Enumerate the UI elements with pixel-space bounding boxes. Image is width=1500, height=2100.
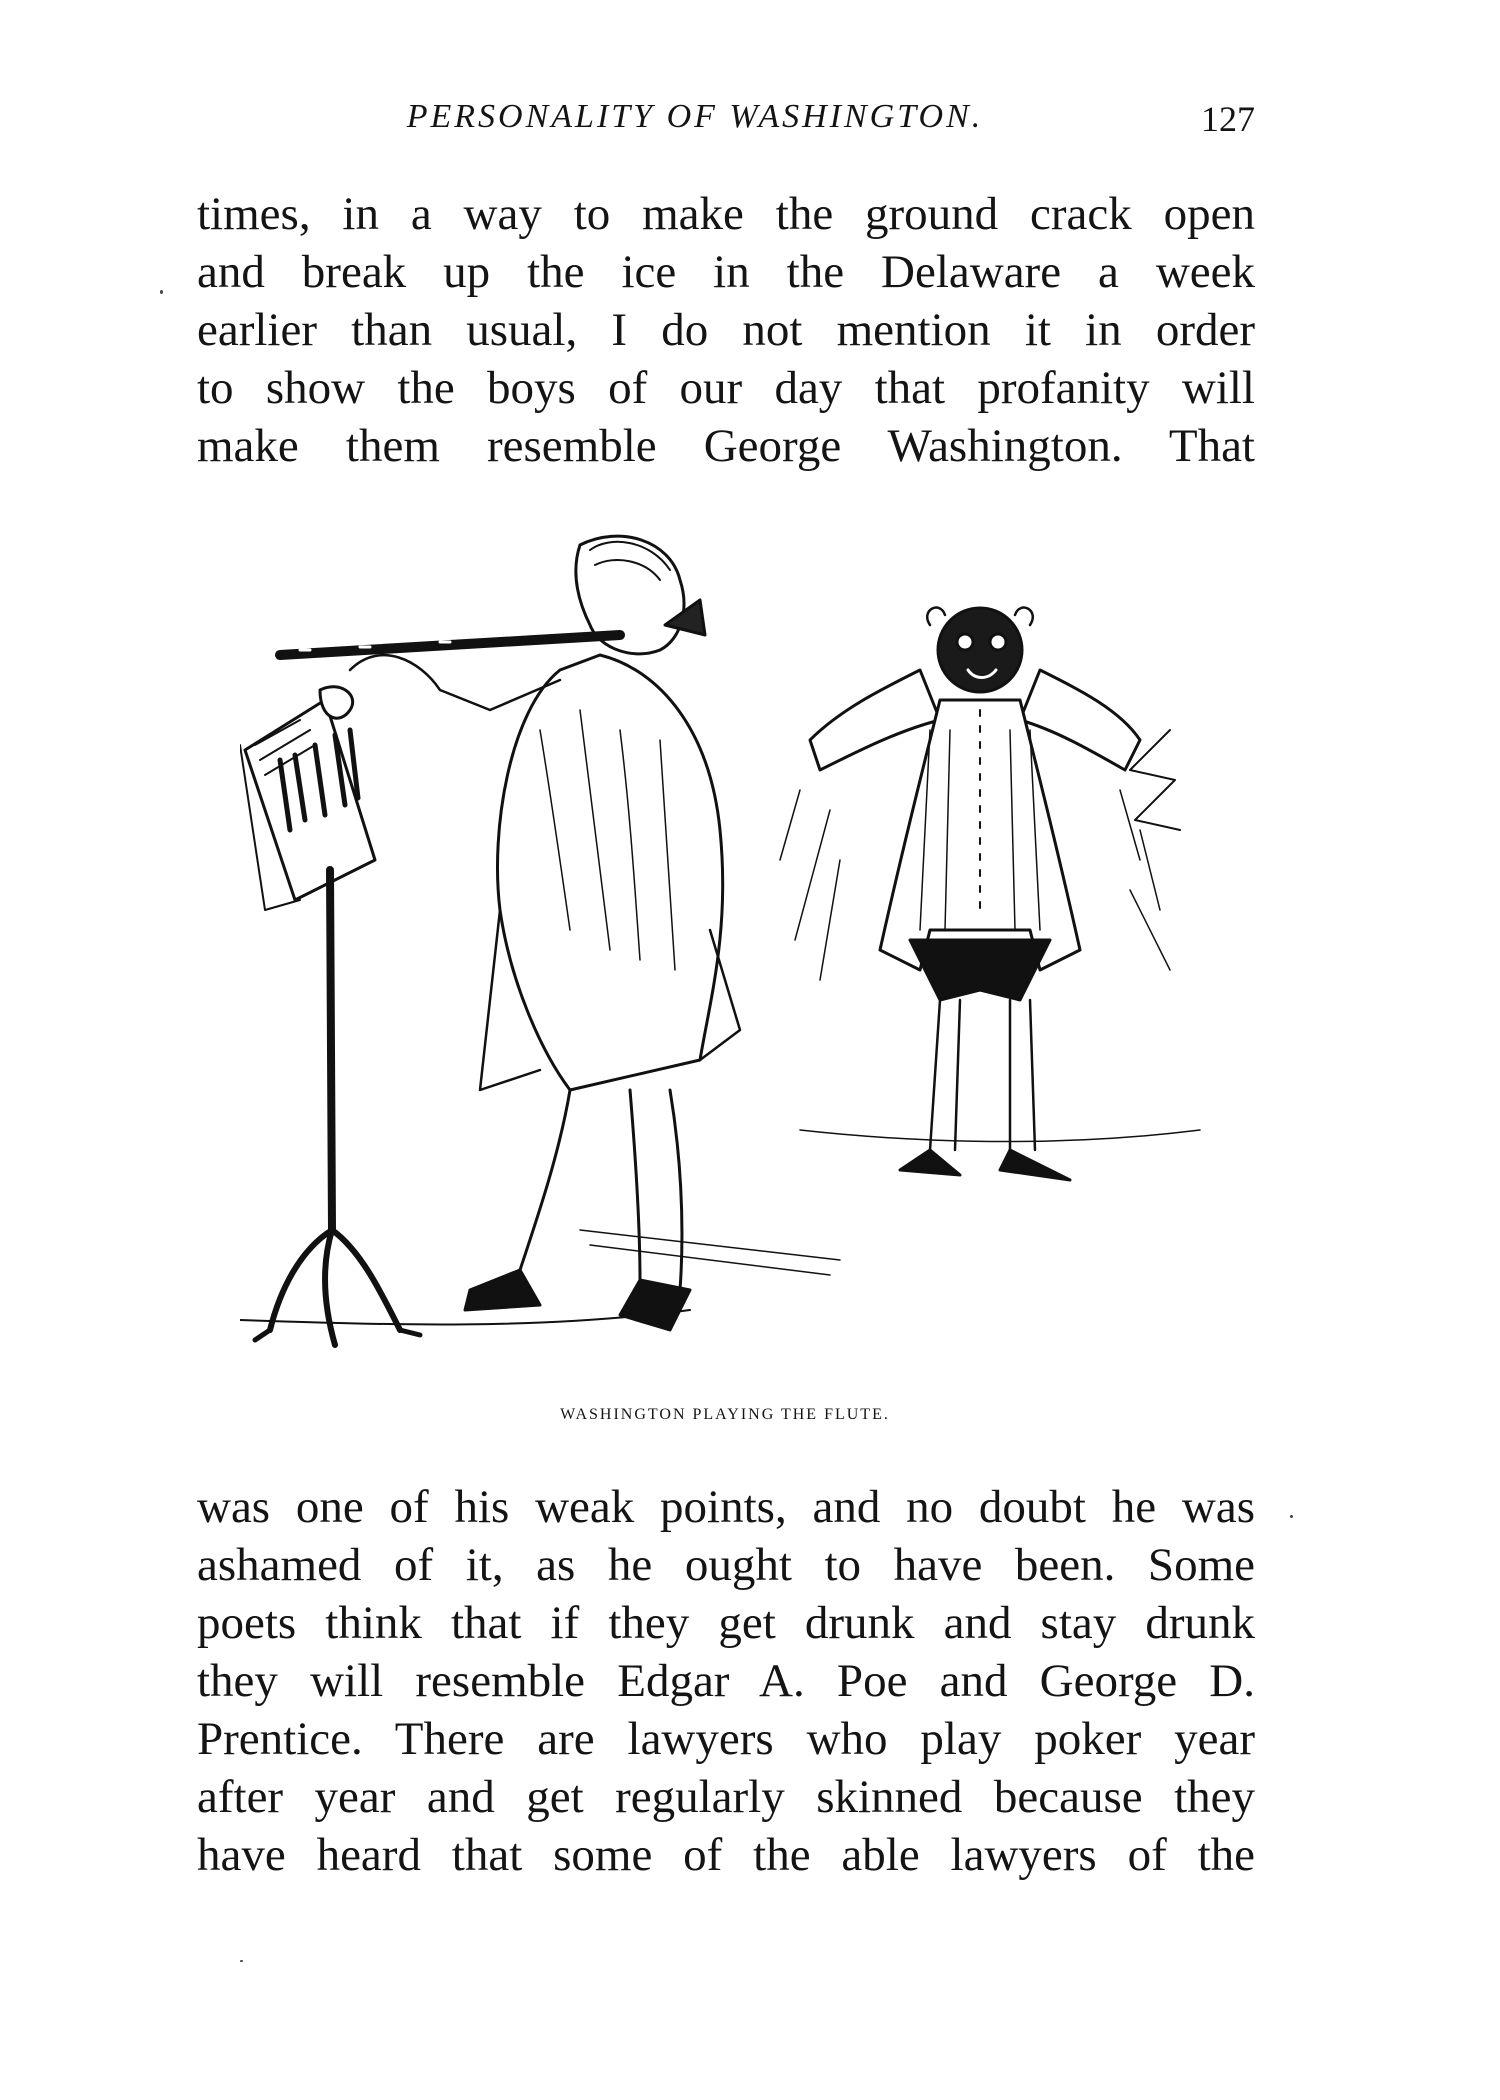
text-line: times, in a way to make the ground crack open	[197, 188, 1255, 240]
text-line: and break up the ice in the Delaware a week	[197, 246, 1255, 298]
text-line: they will resemble Edgar A. Poe and George D.	[197, 1655, 1255, 1707]
body-text-top	[197, 185, 1255, 475]
body-text-bottom	[197, 1478, 1255, 1884]
page-number: 127	[1201, 99, 1255, 139]
text-line: was one of his weak points, and no doubt he was	[197, 1481, 1255, 1533]
running-head	[195, 98, 1255, 148]
text-line: to show the boys of our day that profanity will	[197, 362, 1255, 414]
illustration	[240, 530, 1240, 1400]
paper-speck	[1290, 1515, 1293, 1518]
paper-speck	[160, 290, 163, 294]
text-line: have heard that some of the able lawyers of the	[197, 1829, 1255, 1881]
paper-speck	[240, 1960, 243, 1962]
text-line: earlier than usual, I do not mention it in order	[197, 304, 1255, 356]
figure-caption: WASHINGTON PLAYING THE FLUTE.	[560, 1406, 890, 1423]
text-line: after year and get regularly skinned because they	[197, 1771, 1255, 1823]
text-line: make them resemble George Washington. That	[197, 420, 1255, 472]
text-line: ashamed of it, as he ought to have been. Some	[197, 1539, 1255, 1591]
running-title: PERSONALITY OF WASHINGTON.	[406, 98, 984, 135]
text-line: poets think that if they get drunk and stay drunk	[197, 1597, 1255, 1649]
music-stand-drawing	[240, 700, 420, 1345]
text-line: Prentice. There are lawyers who play poker year	[197, 1713, 1255, 1765]
servant-drawing	[780, 608, 1200, 1180]
